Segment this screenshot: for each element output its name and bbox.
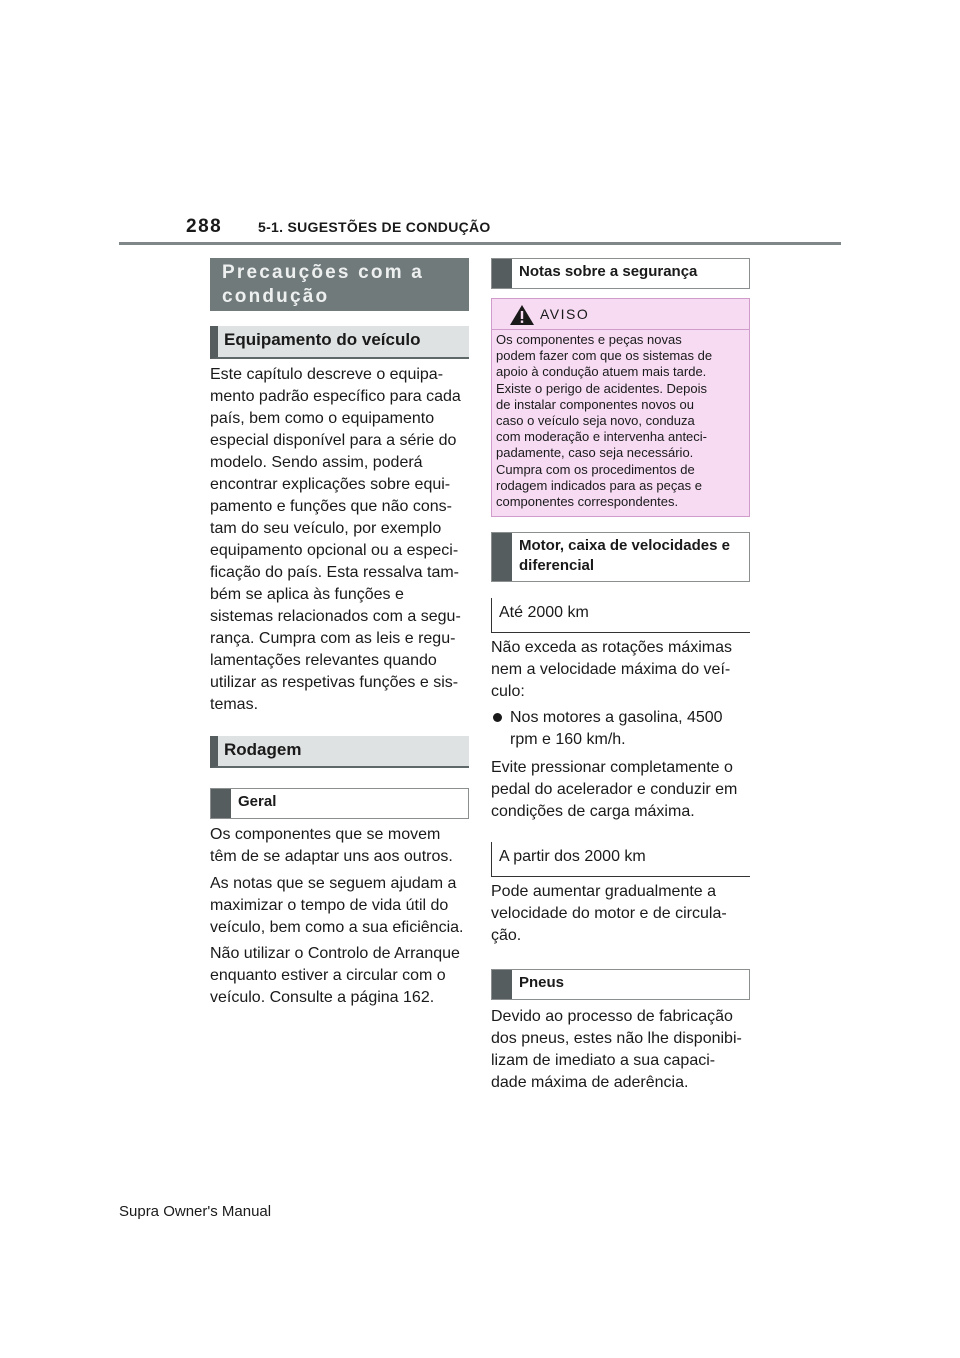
warning-title: AVISO [540, 306, 590, 322]
heading-bar [211, 789, 231, 818]
subsection-heading-vehicle-equipment: Equipamento do veículo [210, 326, 469, 359]
topic-heading-from-2000-label: A partir dos 2000 km [499, 848, 646, 865]
up-to-2000-paragraph-1: Não exceda as rotações máximas nem a velocidade máxima do veí- culo: [491, 639, 732, 700]
topic-heading-up-to-2000-label: Até 2000 km [499, 604, 589, 621]
topic-heading-engine [491, 532, 750, 582]
topic-heading-safety-notes [491, 258, 750, 289]
up-to-2000-paragraph-2: Evite pressionar completamente o pedal do acelerador e conduzir em condições de carga máxima. [491, 759, 738, 820]
tyres-paragraph: Devido ao processo de fabricação dos pneus, estes não lhe disponibi- lizam de imediato a sua capaci- dade máxima de aderência. [491, 1008, 742, 1091]
topic-heading-tyres-label: Pneus [519, 974, 565, 991]
topic-heading-tyres [491, 969, 750, 1000]
vehicle-equipment-text: Este capítulo descreve o equipa- mento padrão específico para cada país, bem como o equipamento especial disponível para a série do modelo. Sendo assim, poderá encontrar explicações sobre equi- pamento e funções que não cons- tam do seu veículo, por exemplo equipamento opcional ou a especi- ficação do país. Esta ressalva tam- bém se aplica às funções e sistemas relacionados com a segu- rança. Cumpra com as leis e regu- lamentações relevantes quando utilizar as respetivas funções e sis- temas. [210, 366, 461, 713]
topic-heading-up-to-2000 [491, 598, 750, 633]
topic-heading-safety-notes-label: Notas sobre a segurança [519, 263, 698, 280]
general-paragraph-1: Os componentes que se movem têm de se adaptar uns aos outros. [210, 826, 453, 865]
topic-heading-engine-label: Motor, caixa de velocidades e diferencial [519, 537, 730, 574]
warning-triangle-icon [509, 304, 535, 326]
footer-manual-title: Supra Owner's Manual [119, 1203, 272, 1220]
from-2000-paragraph: Pode aumentar gradualmente a velocidade do motor e de circula- ção. [491, 883, 727, 944]
up-to-2000-bullet: Nos motores a gasolina, 4500 rpm e 160 km/h. [510, 709, 723, 748]
warning-header [492, 299, 749, 330]
header-divider [119, 242, 841, 245]
topic-heading-general [210, 788, 469, 819]
bullet-icon [493, 713, 502, 722]
topic-heading-from-2000 [491, 842, 750, 877]
general-paragraph-2: As notas que se seguem ajudam a maximizar o tempo de vida útil do veículo, bem como a sua eficiência. [210, 875, 464, 936]
heading-bar [492, 970, 512, 999]
warning-text: Os componentes e peças novas podem fazer com que os sistemas de apoio à condução atuem mais tarde. Existe o perigo de acidentes. Depois de instalar componentes novos ou caso o veículo seja novo, conduza com moderação e intervenha anteci- padamente, caso seja necessário. Cumpra com os procedimentos de rodagem indicados para as peças e componentes correspondentes. [496, 332, 713, 510]
heading-bar [492, 259, 512, 288]
section-heading-driving-precautions: Precauções com a condução [210, 258, 469, 311]
chapter-title: 5-1. SUGESTÕES DE CONDUÇÃO [258, 219, 491, 235]
subsection-heading-break-in: Rodagem [210, 736, 469, 768]
page-number: 288 [186, 216, 223, 237]
topic-heading-general-label: Geral [238, 793, 277, 810]
heading-bar [492, 533, 512, 581]
warning-box [491, 298, 750, 517]
general-paragraph-3: Não utilizar o Controlo de Arranque enquanto estiver a circular com o veículo. Consulte a página 162. [210, 945, 460, 1006]
